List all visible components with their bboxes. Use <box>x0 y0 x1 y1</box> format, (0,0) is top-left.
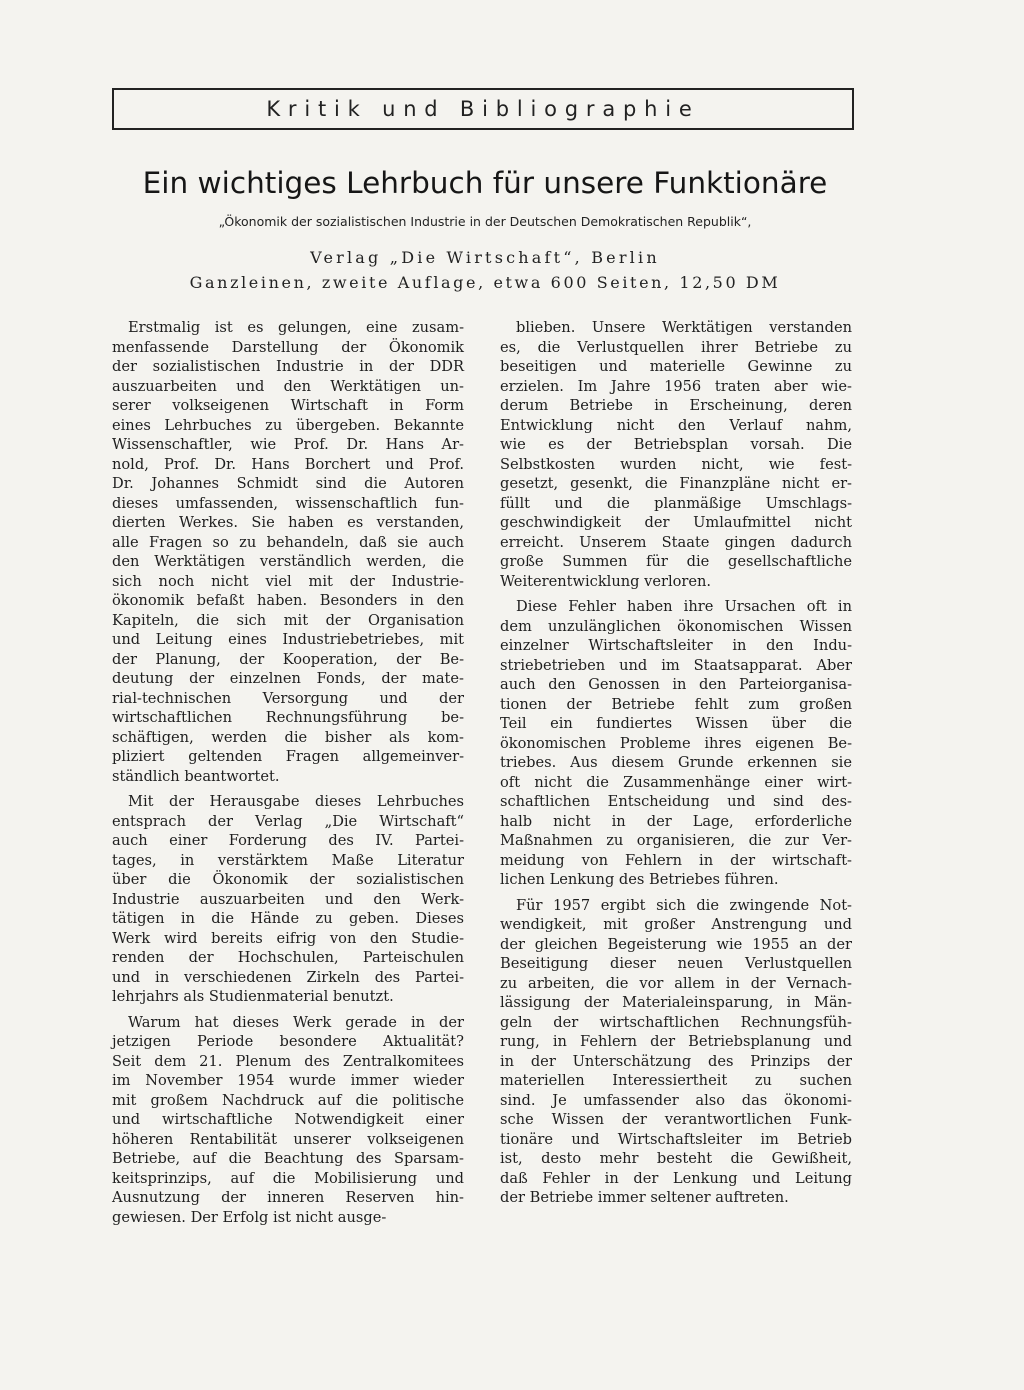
text-line: und Leitung eines Industriebetriebes, mit <box>112 631 464 648</box>
text-line: derum Betriebe in Erscheinung, deren <box>500 397 852 414</box>
text-line: Werk wird bereits eifrig von den Studie- <box>112 929 464 947</box>
text-line: beseitigen und materielle Gewinne zu <box>500 358 852 375</box>
text-line: lehrjahrs als Studienmaterial benutzt. <box>112 988 394 1005</box>
text-line: lässigung der Materialeinsparung, in Män- <box>500 994 852 1011</box>
text-line: wendigkeit, mit großer Anstrengung und <box>500 916 852 933</box>
text-line: auch den Genossen in den Parteiorganisa- <box>500 676 852 693</box>
text-line: es, die Verlustquellen ihrer Betriebe zu <box>500 338 852 356</box>
text-line: sich noch nicht viel mit der Industrie- <box>112 572 464 590</box>
text-line: ökonomischen Probleme ihres eigenen Be- <box>500 734 852 752</box>
text-column-left <box>112 318 464 1227</box>
text-line: Für 1957 ergibt sich die zwingende Not- <box>516 896 852 914</box>
paragraph <box>112 792 464 1007</box>
text-line: blieben. Unsere Werktätigen verstanden <box>516 319 852 336</box>
text-line: den Werktätigen verständlich werden, die <box>112 553 464 570</box>
text-line: Beseitigung dieser neuen Verlustquellen <box>500 955 852 972</box>
text-line: erzielen. Im Jahre 1956 traten aber wie- <box>500 377 852 395</box>
text-line: Dr. Johannes Schmidt sind die Autoren <box>112 475 464 492</box>
text-line: meidung von Fehlern in der wirtschaft- <box>500 851 852 869</box>
text-line: ökonomik befaßt haben. Besonders in den <box>112 592 464 609</box>
text-line: alle Fragen so zu behandeln, daß sie auch <box>112 533 464 551</box>
text-line: dem unzulänglichen ökonomischen Wissen <box>500 617 852 635</box>
text-line: Maßnahmen zu organisieren, die zur Ver- <box>500 832 852 849</box>
text-line: deutung der einzelnen Fonds, der mate- <box>112 670 464 687</box>
text-line: höheren Rentabilität unserer volkseigenen <box>112 1130 464 1148</box>
text-line: mit großem Nachdruck auf die politische <box>112 1091 464 1109</box>
text-line: der sozialistischen Industrie in der DDR <box>112 358 464 375</box>
section-label: Kritik und Bibliographie <box>266 97 700 121</box>
text-line: Weiterentwicklung verloren. <box>500 572 712 590</box>
paragraph <box>500 318 852 591</box>
text-line: schaftlichen Entscheidung und sind des- <box>500 793 852 810</box>
text-line: Entwicklung nicht den Verlauf nahm, <box>500 416 852 434</box>
text-line: der Planung, der Kooperation, der Be- <box>112 650 464 668</box>
text-line: tionen der Betriebe fehlt zum großen <box>500 695 852 713</box>
text-line: auch einer Forderung des IV. Partei- <box>112 832 464 849</box>
text-line: Teil ein fundiertes Wissen über die <box>500 715 852 732</box>
paragraph <box>112 318 464 786</box>
text-line: geln der wirtschaftlichen Rechnungsfüh- <box>500 1013 852 1031</box>
text-line: Seit dem 21. Plenum des Zentralkomitees <box>112 1052 464 1070</box>
text-line: serer volkseigenen Wirtschaft in Form <box>112 397 464 414</box>
text-line: striebetrieben und im Staatsapparat. Aber <box>500 656 852 674</box>
text-column-right <box>500 318 852 1208</box>
text-line: erreicht. Unserem Staate gingen dadurch <box>500 533 852 551</box>
paragraph <box>112 1013 464 1228</box>
text-line: nold, Prof. Dr. Hans Borchert und Prof. <box>112 455 464 473</box>
text-line: Selbstkosten wurden nicht, wie fest- <box>500 455 852 473</box>
text-line: gesetzt, gesenkt, die Finanzpläne nicht er- <box>500 475 852 492</box>
text-line: geschwindigkeit der Umlaufmittel nicht <box>500 514 852 531</box>
text-line: sche Wissen der verantwortlichen Funk- <box>500 1111 852 1128</box>
text-line: dieses umfassenden, wissenschaftlich fun- <box>112 494 464 512</box>
text-line: entsprach der Verlag „Die Wirtschaft“ <box>112 812 464 830</box>
text-line: Kapiteln, die sich mit der Organisation <box>112 611 464 629</box>
text-line: große Summen für die gesellschaftliche <box>500 553 852 570</box>
text-line: und in verschiedenen Zirkeln des Partei- <box>112 968 464 986</box>
text-line: gewiesen. Der Erfolg ist nicht ausge- <box>112 1208 387 1226</box>
text-line: wie es der Betriebsplan vorsah. Die <box>500 436 852 453</box>
text-line: lichen Lenkung des Betriebes führen. <box>500 871 779 888</box>
text-line: halb nicht in der Lage, erforderliche <box>500 812 852 830</box>
text-line: pliziert geltenden Fragen allgemeinver- <box>112 748 464 765</box>
text-line: der Betriebe immer seltener auftreten. <box>500 1189 789 1206</box>
text-line: Diese Fehler haben ihre Ursachen oft in <box>516 598 852 615</box>
text-line: schäftigen, werden die bisher als kom- <box>112 728 464 746</box>
text-line: rial-technischen Versorgung und der <box>112 689 464 707</box>
publisher-line: Verlag „Die Wirtschaft“, Berlin <box>310 248 660 267</box>
text-line: eines Lehrbuches zu übergeben. Bekannte <box>112 416 464 434</box>
text-line: tätigen in die Hände zu geben. Dieses <box>112 910 464 927</box>
edition-line: Ganzleinen, zweite Auflage, etwa 600 Seiten, 12,50 DM <box>189 273 781 292</box>
text-line: auszuarbeiten und den Werktätigen un- <box>112 377 464 395</box>
text-line: dierten Werkes. Sie haben es verstanden, <box>112 514 464 531</box>
article-title: Ein wichtiges Lehrbuch für unsere Funktionäre <box>142 166 828 200</box>
text-line: füllt und die planmäßige Umschlags- <box>500 494 852 512</box>
section-header-box <box>112 88 854 130</box>
text-line: Wissenschaftler, wie Prof. Dr. Hans Ar- <box>112 436 464 453</box>
text-line: Erstmalig ist es gelungen, eine zusam- <box>128 319 464 336</box>
text-line: oft nicht die Zusammenhänge einer wirt- <box>500 773 852 791</box>
text-line: Warum hat dieses Werk gerade in der <box>128 1013 464 1031</box>
text-line: jetzigen Periode besondere Aktualität? <box>112 1033 464 1050</box>
text-line: triebes. Aus diesem Grunde erkennen sie <box>500 754 852 771</box>
paragraph <box>500 896 852 1208</box>
text-line: tages, in verstärktem Maße Literatur <box>112 851 464 869</box>
text-line: im November 1954 wurde immer wieder <box>112 1072 464 1089</box>
text-line: tionäre und Wirtschaftsleiter im Betrieb <box>500 1130 852 1148</box>
text-line: ständlich beantwortet. <box>112 767 280 785</box>
text-line: zu arbeiten, die vor allem in der Vernach- <box>500 974 852 992</box>
text-line: menfassende Darstellung der Ökonomik <box>112 338 464 356</box>
text-line: wirtschaftlichen Rechnungsführung be- <box>112 709 464 726</box>
text-line: und wirtschaftliche Notwendigkeit einer <box>112 1111 464 1128</box>
text-line: sind. Je umfassender also das ökonomi- <box>500 1091 852 1109</box>
text-line: in der Unterschätzung des Prinzips der <box>500 1052 852 1070</box>
paragraph <box>500 597 852 890</box>
text-line: keitsprinzips, auf die Mobilisierung und <box>112 1169 464 1187</box>
text-line: über die Ökonomik der sozialistischen <box>112 871 464 888</box>
text-line: Mit der Herausgabe dieses Lehrbuches <box>128 793 464 810</box>
text-line: ist, desto mehr besteht die Gewißheit, <box>500 1150 852 1167</box>
text-line: renden der Hochschulen, Parteischulen <box>112 949 464 966</box>
text-line: einzelner Wirtschaftsleiter in den Indu- <box>500 637 852 654</box>
text-line: materiellen Interessiertheit zu suchen <box>500 1072 852 1089</box>
book-title: „Ökonomik der sozialistischen Industrie in der Deutschen Demokratischen Republik“, <box>218 214 752 229</box>
text-line: Ausnutzung der inneren Reserven hin- <box>112 1189 464 1206</box>
text-line: der gleichen Begeisterung wie 1955 an der <box>500 935 852 953</box>
text-line: Betriebe, auf die Beachtung des Sparsam- <box>112 1150 464 1167</box>
text-line: rung, in Fehlern der Betriebsplanung und <box>500 1033 852 1050</box>
text-line: Industrie auszuarbeiten und den Werk- <box>112 890 464 908</box>
text-line: daß Fehler in der Lenkung und Leitung <box>500 1169 852 1187</box>
